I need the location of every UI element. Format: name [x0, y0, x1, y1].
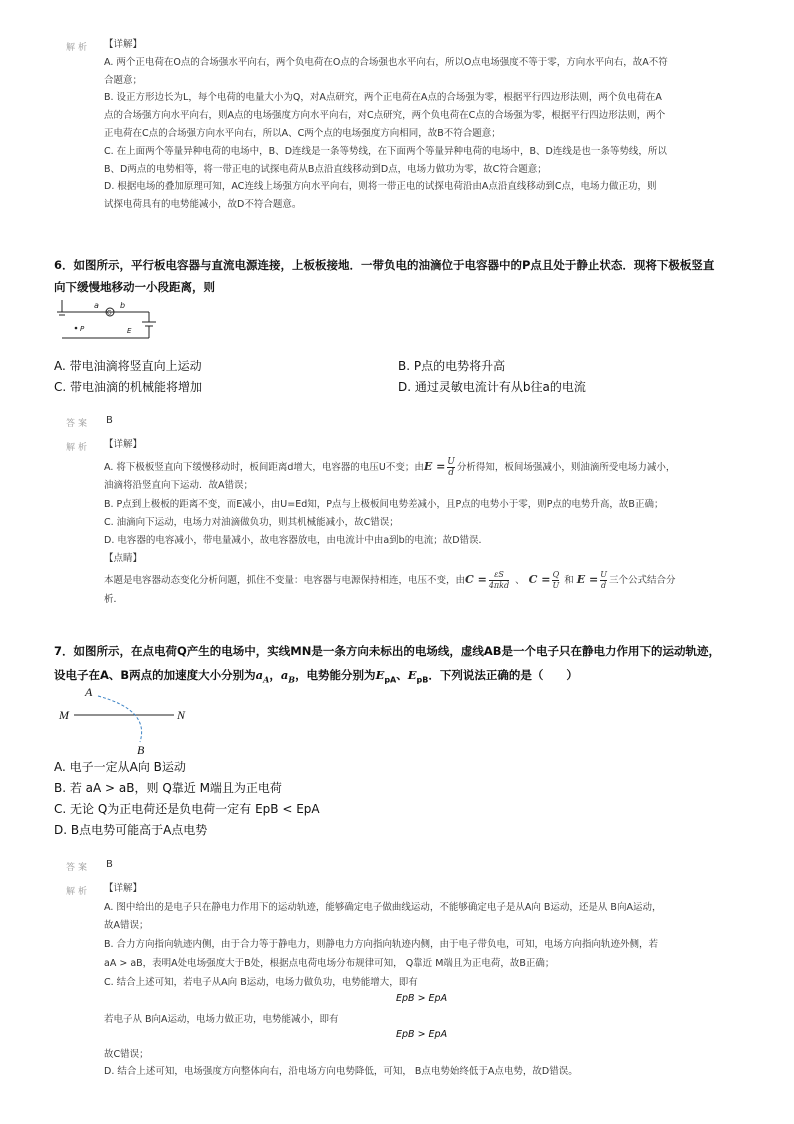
- q6-line: D. 电容器的电容减小，带电量减小，故电容器放电，由电流计中由a到b的电流；故D错误．: [104, 535, 489, 546]
- q6-option-b[interactable]: B. P点的电势将升高: [398, 359, 506, 373]
- label-b: B: [137, 743, 145, 756]
- q7-stem-line1: 7．如图所示，在点电荷Q产生的电场中，实线MN是一条方向未标出的电场线，虚线AB是一个电子只在静电力作用下的运动轨迹，: [54, 644, 721, 658]
- q5-line: A. 两个正电荷在O点的合场强水平向右，两个负电荷在O点的合场强也水平向右，所以O点电场强度不等于零，方向水平向右，故A不符: [104, 56, 668, 68]
- label-m: M: [59, 708, 69, 722]
- label-b: b: [120, 301, 126, 310]
- label-a: A: [85, 685, 93, 699]
- answer-tag: 答案: [66, 419, 91, 429]
- q7-equation-1: EpB > EpA: [396, 993, 448, 1004]
- dianjing-line2: 析．: [104, 594, 124, 605]
- jiexi-tag: 解析: [66, 887, 91, 897]
- frac-den: U: [552, 581, 560, 590]
- q6-line: C. 油滴向下运动，电场力对油滴做负功，则其机械能减小，故C错误；: [104, 517, 399, 528]
- q7-line: 若电子从 B向A运动，电场力做正功，电势能减小，即有: [104, 1014, 339, 1025]
- frac-num: U: [447, 457, 455, 467]
- q6-line: 油滴将沿竖直向下运动．故A错误；: [104, 480, 253, 491]
- q7-line: 故A错误；: [104, 920, 149, 931]
- dianjing-line1: [104, 570, 675, 591]
- formula-e-lhs: E =: [423, 460, 446, 473]
- frac-den: d: [448, 468, 454, 478]
- q7-line: B. 合力方向指向轨迹内侧，由于合力等于静电力，则静电力方向指向轨迹内侧，由于电子带负电，可知，电场方向指向轨迹外侧，若: [104, 939, 659, 950]
- jiexi-tag: 解析: [66, 443, 91, 453]
- frac-num: Q: [552, 570, 560, 579]
- q5-line: 正电荷在C点的合场强方向水平向右，所以A、C两个点的电场强度方向相同，故B不符合题意；: [104, 127, 501, 139]
- label-e: E: [127, 327, 132, 335]
- q7-line: 故C错误；: [104, 1049, 149, 1060]
- q5-line: 试探电荷具有的电势能减小，故D不符合题意。: [104, 199, 302, 211]
- symbol-a: a: [280, 668, 289, 682]
- q5-line: C. 在上面两个等量异种电荷的电场中，B、D连线是一条等势线，在下面两个等量异种电荷的电场中，B、D连线是也一条等势线，所以: [104, 145, 667, 157]
- frac-num: U: [600, 570, 607, 579]
- q7-option-d[interactable]: D. B点电势可能高于A点电势: [54, 823, 208, 837]
- symbol-sub: pA: [384, 675, 397, 685]
- q7-line: C. 结合上述可知，若电子从A向 B运动，电场力做负功，电势能增大，即有: [104, 977, 418, 988]
- detail-head: 【详解】: [104, 39, 143, 50]
- frac-num: εS: [489, 570, 509, 581]
- q6-line-tail: 分析得知，板间场强减小，则油滴所受电场力减小，: [456, 462, 676, 473]
- capacitor-circuit-diagram: [54, 296, 164, 348]
- dianjing-text: 本题是电容器动态变化分析问题，抓住不变量：电容器与电源保持相连，电压不变，由: [104, 575, 466, 586]
- q6-line: B. P点到上极板的距离不变，而E减小，由U=Ed知，P点与上极板间电势差减小，且P点的电势小于零，则P点的电势升高，故B正确；: [104, 499, 664, 510]
- label-p: P: [80, 325, 85, 333]
- q7-equation-2: EpB > EpA: [396, 1029, 448, 1040]
- symbol-sub: B: [288, 674, 296, 685]
- q7-stem-end: ．下列说法正确的是（ ）: [428, 668, 578, 682]
- q6-option-c[interactable]: C. 带电油滴的机械能将增加: [54, 380, 203, 394]
- formula-e-frac: [447, 457, 455, 478]
- frac-den: d: [601, 581, 607, 590]
- q5-line: D. 根据电场的叠加原理可知，AC连线上场强方向水平向右，则将一带正电的试探电荷沿由A点沿直线移动到C点，电场力做正功，则: [104, 181, 657, 193]
- q7-line: A. 图中给出的是电子只在静电力作用下的运动轨迹，能够确定电子做曲线运动，不能够确定电子是从A向 B运动，还是从 B向A运动，: [104, 902, 662, 913]
- q7-line: aA > aB，表明A处电场强度大于B处，根据点电荷电场分布规律可知， Q靠近 M端且为正电荷，故B正确；: [104, 958, 555, 969]
- q5-line: 点的合场强方向水平向右，则A点的电场强度方向水平向右，对C点研究，两个负电荷在C点的合场强为零，根据平行四边形法则，两个: [104, 110, 666, 122]
- answer-tag: 答案: [66, 863, 91, 873]
- q7-stem-line2: [54, 667, 578, 684]
- separator: 、: [515, 575, 525, 586]
- formula-c-lhs: C =: [465, 573, 487, 586]
- formula-c2-frac: [552, 570, 559, 591]
- q7-option-b[interactable]: B. 若 aA > aB，则 Q靠近 M端且为正电荷: [54, 781, 282, 795]
- symbol-e: E: [375, 668, 385, 682]
- q7-detail-head: 【详解】: [104, 883, 143, 894]
- formula-e2-frac: [600, 570, 607, 591]
- q5-line: 合题意；: [104, 74, 143, 86]
- field-line-diagram: [54, 684, 204, 756]
- symbol-sub: pB: [416, 675, 429, 685]
- formula-e2-lhs: E =: [576, 573, 599, 586]
- q5-explanation: [104, 36, 668, 214]
- formula-c2-lhs: C =: [528, 573, 551, 586]
- q6-answer: B: [106, 415, 113, 426]
- symbol-sub: A: [263, 674, 270, 685]
- q5-line: B. 设正方形边长为L，每个电荷的电量大小为Q，对A点研究，两个正电荷在A点的合场强为零，根据平行四边形法则，两个负电荷在A: [104, 92, 662, 104]
- comma: ，: [269, 668, 281, 682]
- point-p-dot: [75, 327, 78, 330]
- label-n: N: [177, 708, 186, 722]
- q7-option-a[interactable]: A. 电子一定从A向 B运动: [54, 760, 186, 774]
- q7-option-c[interactable]: C. 无论 Q为正电荷还是负电荷一定有 EpB < EpA: [54, 802, 320, 816]
- q6-stem-line2: 向下缓慢地移动一小段距离，则: [54, 280, 215, 294]
- q6-line: A. 将下极板竖直向下缓慢移动时，板间距离d增大，电容器的电压U不变；由: [104, 462, 424, 473]
- q7-line: D. 结合上述可知，电场强度方向整体向右，沿电场方向电势降低，可知， B点电势始终低于A点电势，故D错误。: [104, 1066, 578, 1077]
- symbol-a: a: [255, 668, 264, 682]
- label-g: G: [107, 309, 112, 317]
- q7-answer: B: [106, 859, 113, 870]
- q6-option-d[interactable]: D. 通过灵敏电流计有从b往a的电流: [398, 380, 586, 394]
- dianjing-head: 【点睛】: [104, 553, 143, 564]
- dianjing-tail: 三个公式结合分: [608, 575, 676, 586]
- q6-stem-line1: 6．如图所示，平行板电容器与直流电源连接，上板板接地．一带负电的油滴位于电容器中的P点且处于静止状态．现将下极板竖直: [54, 258, 715, 272]
- formula-c-frac: [489, 570, 509, 591]
- q7-stem-text: 设电子在A、B两点的加速度大小分别为: [54, 668, 256, 682]
- jiexi-tag: 解析: [66, 43, 91, 53]
- symbol-e: E: [407, 668, 417, 682]
- q6-detail-head: 【详解】: [104, 439, 143, 450]
- q6-line-a: [104, 457, 675, 478]
- q7-stem-text: ，电势能分别为: [295, 668, 376, 682]
- and-word: 和: [564, 575, 574, 586]
- label-a: a: [94, 301, 99, 310]
- q5-line: B、D两点的电势相等，将一带正电的试探电荷从B点沿直线移动到D点，电场力做功为零，故C符合题意；: [104, 163, 547, 175]
- separator: 、: [396, 668, 408, 682]
- frac-den: 4πkd: [488, 581, 510, 590]
- q6-option-a[interactable]: A. 带电油滴将竖直向上运动: [54, 359, 202, 373]
